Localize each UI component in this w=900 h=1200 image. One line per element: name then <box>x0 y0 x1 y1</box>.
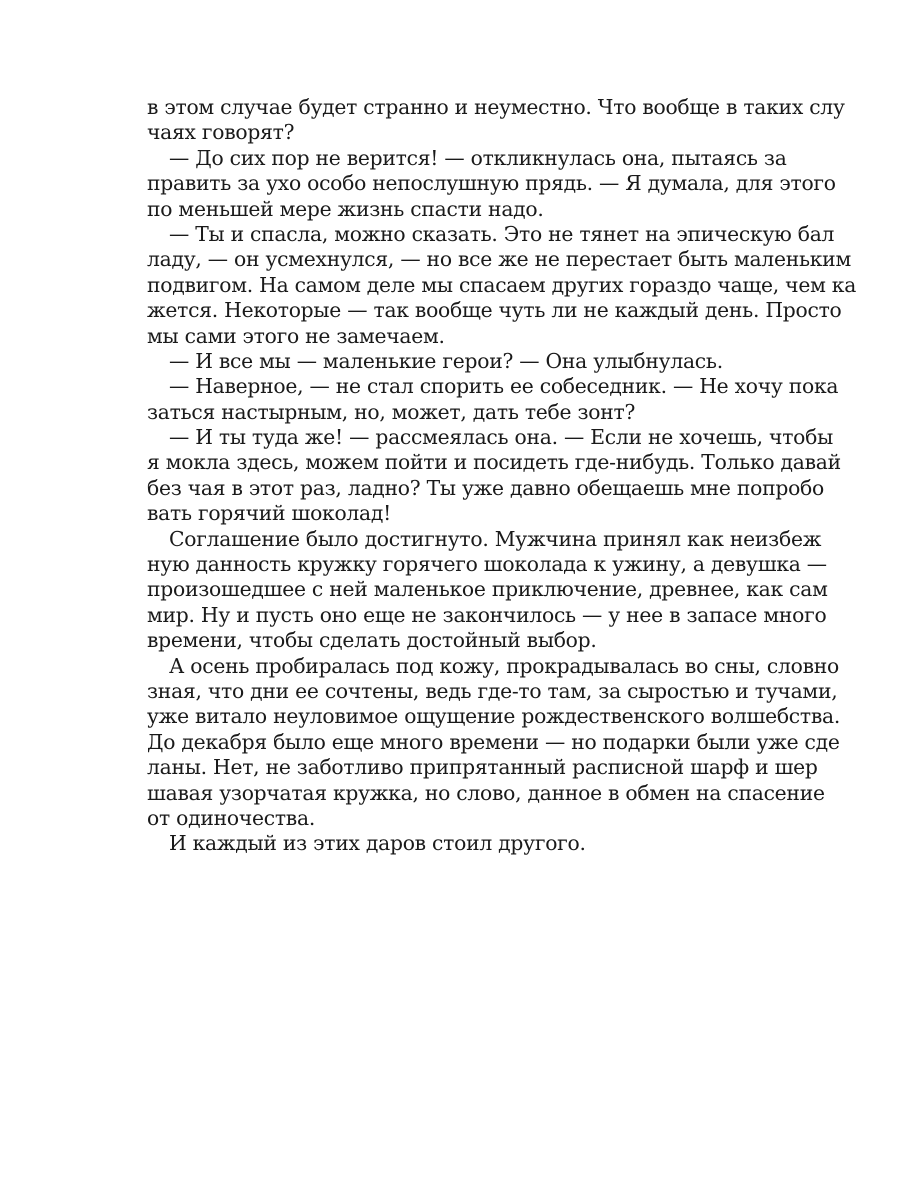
book-page-text <box>147 95 857 857</box>
text-line: без чая в этот раз, ладно? Ты уже давно обещаешь мне попробо <box>147 475 824 500</box>
text-line: зная, что дни ее сочтены, ведь где-то там, за сыростью и тучами, <box>147 678 838 703</box>
dialogue-line: — Наверное, — не стал спорить ее собеседник. — Не хочу пока <box>169 374 839 399</box>
text-line: подвигом. На самом деле мы спасаем других гораздо чаще, чем ка <box>147 272 857 297</box>
text-line: по меньшей мере жизнь спасти надо. <box>147 196 544 221</box>
paragraph-start-line: А осень пробиралась под кожу, прокрадывалась во сны, словно <box>169 653 840 678</box>
text-line: уже витало неуловимое ощущение рождественского волшебства. <box>147 704 841 729</box>
text-line: До декабря было еще много времени — но подарки были уже сде <box>147 729 840 754</box>
text-line: заться настырным, но, может, дать тебе зонт? <box>147 399 636 424</box>
dialogue-line: — До сих пор не верится! — откликнулась она, пытаясь за <box>169 145 787 170</box>
text-line: править за ухо особо непослушную прядь. — Я думала, для этого <box>147 171 836 196</box>
text-line: в этом случае будет странно и неуместно. Что вообще в таких слу <box>147 95 845 119</box>
text-line: произошедшее с ней маленькое приключение, древнее, как сам <box>147 577 828 602</box>
text-line: я мокла здесь, можем пойти и посидеть где-нибудь. Только давай <box>147 450 841 475</box>
dialogue-line: — И ты туда же! — рассмеялась она. — Если не хочешь, чтобы <box>169 425 833 450</box>
paragraph-start-line: И каждый из этих даров стоил другого. <box>169 831 586 856</box>
text-line: ладу, — он усмехнулся, — но все же не перестает быть маленьким <box>147 247 851 272</box>
paragraph-start-line: Соглашение было достигнуто. Мужчина принял как неизбеж <box>169 526 822 551</box>
text-line: шавая узорчатая кружка, но слово, данное в обмен на спасение <box>147 780 825 805</box>
text-line: мы сами этого не замечаем. <box>147 323 445 348</box>
text-line: ную данность кружку горячего шоколада к ужину, а девушка — <box>147 552 827 577</box>
text-line: мир. Ну и пусть оно еще не закончилось — у нее в запасе много <box>147 602 827 627</box>
text-line: чаях говорят? <box>147 120 295 145</box>
text-line: жется. Некоторые — так вообще чуть ли не каждый день. Просто <box>147 298 842 323</box>
dialogue-line: — Ты и спасла, можно сказать. Это не тянет на эпическую бал <box>169 221 835 246</box>
text-line: времени, чтобы сделать достойный выбор. <box>147 628 597 653</box>
text-line: от одиночества. <box>147 805 316 830</box>
text-line: ланы. Нет, не заботливо припрятанный расписной шарф и шер <box>147 755 818 780</box>
text-line: вать горячий шоколад! <box>147 501 392 526</box>
dialogue-line: — И все мы — маленькие герои? — Она улыбнулась. <box>169 348 723 373</box>
